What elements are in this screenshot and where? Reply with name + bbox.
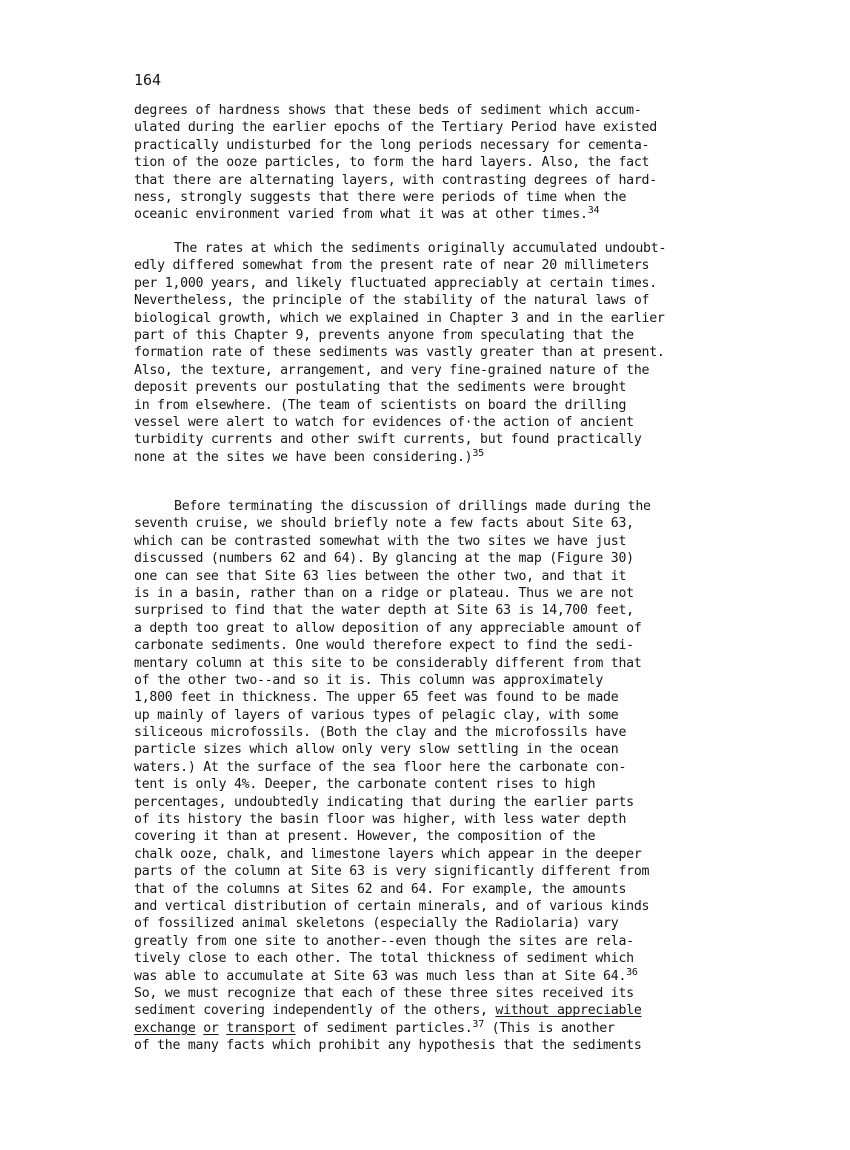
underlined-phrase: without appreciable [495,1003,642,1019]
text-line: deposit prevents our postulating that the sediments were brought [134,380,627,396]
text-line: ulated during the earlier epochs of the Tertiary Period have existed [134,120,657,136]
underlined-word-or: or [203,1020,219,1036]
text-line: siliceous microfossils. (Both the clay and the microfossils have [134,725,627,741]
text-line: Also, the texture, arrangement, and very fine-grained nature of the [134,362,650,378]
text-line: 1,800 feet in thickness. The upper 65 feet was found to be made [134,690,619,706]
text-line: per 1,000 years, and likely fluctuated appreciably at certain times. [134,275,657,291]
text-line: that there are alternating layers, with contrasting degrees of hard- [134,172,657,188]
text-line: was able to accumulate at Site 63 was much less than at Site 64.36 [134,966,638,984]
footnote-ref-37: 37 [472,1018,484,1030]
text-line: sediment covering independently of the others, without appreciable [134,1003,642,1019]
text-line: mentary column at this site to be considerably different from that [134,655,642,671]
text-line: tively close to each other. The total thickness of sediment which [134,951,634,967]
text-line: degrees of hardness shows that these beds of sediment which accum- [134,103,642,118]
text-line: Before terminating the discussion of drillings made during the [174,499,651,514]
text-line: discussed (numbers 62 and 64). By glancing at the map (Figure 30) [134,551,634,567]
text-line: that of the columns at Sites 62 and 64. For example, the amounts [134,881,627,897]
underlined-word-exchange: exchange [134,1020,196,1036]
footnote-ref-35: 35 [472,447,484,459]
footnote-ref-34: 34 [587,205,600,217]
text-line: part of this Chapter 9, prevents anyone from speculating that the [134,327,634,343]
text-line: tent is only 4%. Deeper, the carbonate content rises to high [134,777,596,793]
underlined-word-transport: transport [226,1020,296,1036]
text-line: formation rate of these sediments was vastly greater than at present. [134,345,665,361]
text-line: carbonate sediments. One would therefore expect to find the sedi- [134,638,634,654]
text-line: covering it than at present. However, the composition of the [134,829,596,845]
text-line: greatly from one site to another--even though the sites are rela- [134,933,634,949]
text-line: So, we must recognize that each of these three sites received its [134,985,634,1001]
text-line: turbidity currents and other swift currents, but found practically [134,432,642,448]
text-line: edly differed somewhat from the present rate of near 20 millimeters [134,258,650,274]
text-line: one can see that Site 63 lies between the other two, and that it [134,568,627,584]
paragraph-1 [134,102,734,224]
text-line: surprised to find that the water depth at Site 63 is 14,700 feet, [134,603,634,619]
text-line: biological growth, which we explained in Chapter 3 and in the earlier [134,310,665,326]
text-line: up mainly of layers of various types of pelagic clay, with some [134,707,619,723]
text-line: and vertical distribution of certain minerals, and of various kinds [134,898,650,914]
paragraph-2 [134,240,734,466]
text-line: of fossilized animal skeletons (especially the Radiolaria) vary [134,916,619,932]
text-line: which can be contrasted somewhat with the two sites we have just [134,533,627,549]
text-line: seventh cruise, we should briefly note a few facts about Site 63, [134,516,634,532]
text-line: oceanic environment varied from what it was at other times.$^{34}$ [134,205,600,223]
text-line: The rates at which the sediments originally accumulated undoubt- [174,241,667,256]
text-line: is in a basin, rather than on a ridge or plateau. Thus we are not [134,585,634,601]
text-line: percentages, undoubtedly indicating that during the earlier parts [134,794,634,810]
text-line: of the many facts which prohibit any hypothesis that the sediments [134,1038,642,1054]
text-line: of the other two--and so it is. This column was approximately [134,672,604,688]
text-line: of its history the basin floor was higher, with less water depth [134,812,627,828]
text-line: Nevertheless, the principle of the stability of the natural laws of [134,293,650,309]
text-line: parts of the column at Site 63 is very significantly different from [134,864,650,880]
text-line: practically undisturbed for the long periods necessary for cementa- [134,137,650,153]
text-line: ness, strongly suggests that there were periods of time when the [134,189,627,205]
page-number: 164 [134,71,162,89]
text-line: waters.) At the surface of the sea floor here the carbonate con- [134,759,627,775]
paragraph-3 [134,498,734,1055]
text-line: vessel were alert to watch for evidences of·the action of ancient [134,414,634,430]
text-line: a depth too great to allow deposition of any appreciable amount of [134,620,642,636]
text-line: chalk ooze, chalk, and limestone layers which appear in the deeper [134,846,642,862]
footnote-ref-36: 36 [626,966,638,978]
text-line: in from elsewhere. (The team of scientists on board the drilling [134,397,627,413]
text-line: tion of the ooze particles, to form the hard layers. Also, the fact [134,155,650,171]
text-line: none at the sites we have been considering.)$^{35}$ [134,447,484,465]
text-line: particle sizes which allow only very slow settling in the ocean [134,742,619,758]
text-line: exchange or transport of sediment particles.$^{37}$ (This is another [134,1018,615,1036]
